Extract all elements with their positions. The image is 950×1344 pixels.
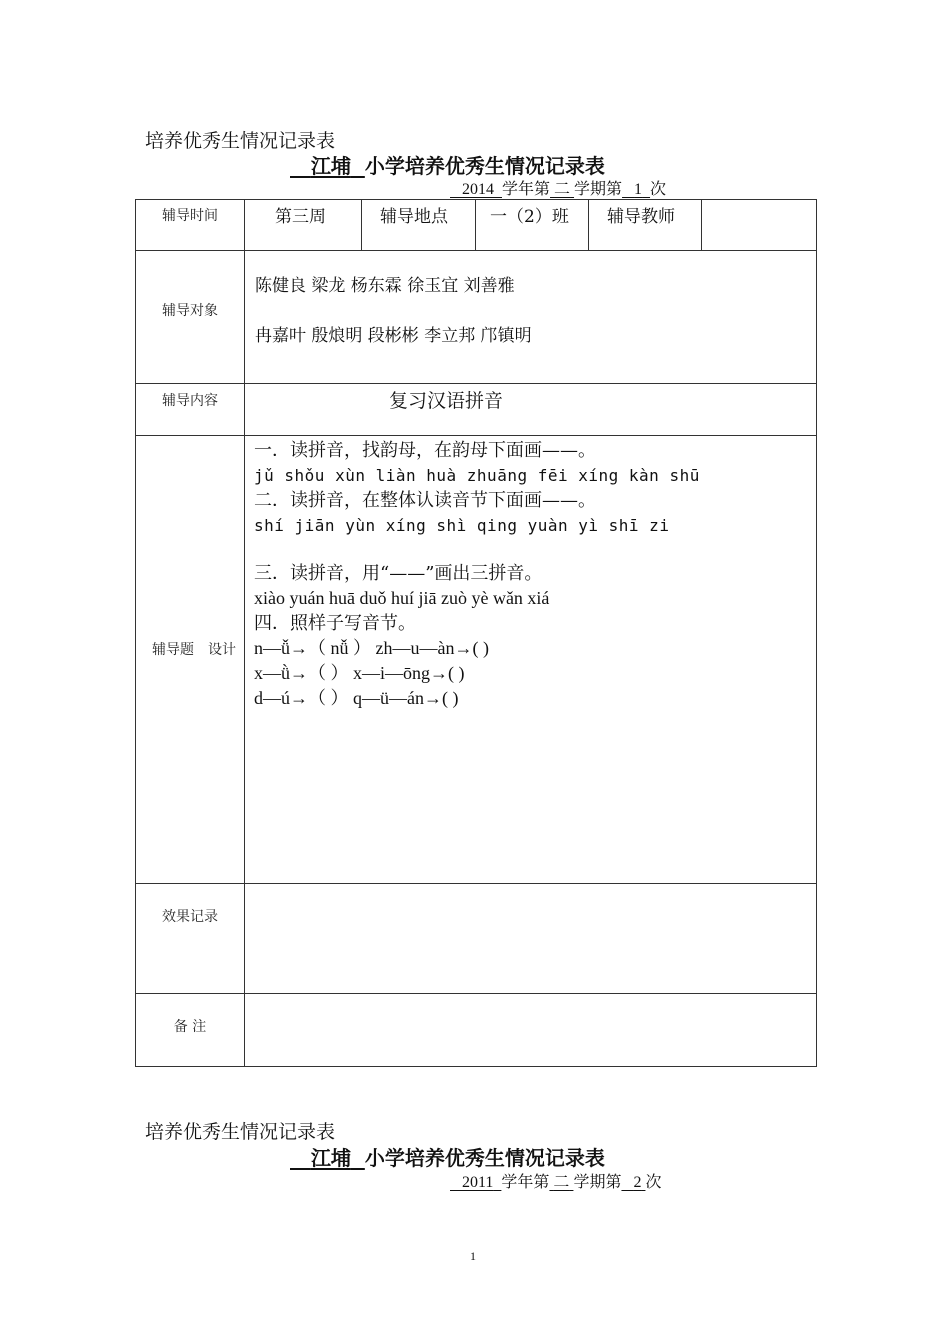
- design-line-3: 二．读拼音，在整体认读音节下面画——。: [254, 490, 596, 511]
- page2-year-field: 2011: [462, 1174, 494, 1191]
- time-value: 第三周: [245, 200, 362, 251]
- content-label: 辅导内容: [136, 384, 245, 436]
- term-field: 二: [554, 181, 571, 198]
- design-line-7: 四．照样子写音节。: [254, 613, 416, 634]
- design-line-1: 一．读拼音，找韵母，在韵母下面画——。: [254, 440, 596, 461]
- effect-label: 效果记录: [136, 884, 245, 994]
- count-field: 1: [634, 181, 643, 198]
- page2-term-info: [450, 1169, 661, 1192]
- table-row-effect: [136, 884, 817, 994]
- record-table: [135, 199, 817, 1067]
- page-heading: 培养优秀生情况记录表: [145, 130, 336, 152]
- page2-count-suffix: 次: [645, 1174, 662, 1191]
- effect-value: [245, 884, 817, 994]
- design-cell: [245, 436, 817, 884]
- page2-count-field: 2: [633, 1174, 642, 1191]
- design-line-2: jǔ shǒu xùn liàn huà zhuāng fēi xíng kàn shū: [254, 466, 700, 485]
- term-suffix: 学期第: [574, 181, 623, 198]
- table-row-target: [136, 251, 817, 384]
- place-label: 辅导地点: [362, 200, 476, 251]
- title-text: 小学培养优秀生情况记录表: [364, 154, 605, 178]
- page-number: 1: [470, 1249, 476, 1263]
- page2-form-title: [290, 1142, 605, 1171]
- teacher-label: 辅导教师: [589, 200, 702, 251]
- form-title: [290, 150, 605, 179]
- page2-heading: 培养优秀生情况记录表: [145, 1121, 336, 1143]
- page2-term-suffix: 学期第: [573, 1174, 622, 1191]
- design-label: 辅导题 设计: [136, 436, 245, 884]
- students-cell: [245, 251, 817, 384]
- target-label: 辅导对象: [136, 251, 245, 384]
- time-label: 辅导时间: [136, 200, 245, 251]
- design-line-6: xiào yuán huā duǒ huí jiā zuò yè wǎn xiá: [254, 588, 550, 608]
- school-name: 江埔: [310, 154, 351, 178]
- page2-year-suffix: 学年第: [501, 1174, 550, 1191]
- page2-term-field: 二: [553, 1174, 570, 1191]
- design-line-8: n—ǚ→（ nǚ ） zh—u—àn→( ): [254, 638, 489, 658]
- place-value: 一（2）班: [476, 200, 589, 251]
- content-value: 复习汉语拼音: [245, 384, 817, 436]
- year-suffix: 学年第: [502, 181, 551, 198]
- page2-school-name: 江埔: [310, 1146, 351, 1170]
- remark-label: 备 注: [136, 994, 245, 1067]
- table-row-content: [136, 384, 817, 436]
- term-info: [450, 176, 666, 199]
- design-line-9: x—ǜ→（ ） x—i—ōng→( ): [254, 663, 465, 683]
- students-line-1: 陈健良 梁龙 杨东霖 徐玉宜 刘善雅: [255, 276, 515, 296]
- students-line-2: 冉嘉叶 殷烺明 段彬彬 李立邦 邝镇明: [255, 326, 532, 346]
- design-line-4: shí jiān yùn xíng shì qing yuàn yì shī zi: [254, 516, 670, 535]
- remark-value: [245, 994, 817, 1067]
- table-row-remark: [136, 994, 817, 1067]
- year-field: 2014: [462, 181, 494, 198]
- table-row-design: [136, 436, 817, 884]
- table-row-time: [136, 200, 817, 251]
- count-suffix: 次: [650, 181, 667, 198]
- design-line-10: d—ú→（ ） q—ü—án→( ): [254, 688, 459, 708]
- design-line-5: 三．读拼音，用“——”画出三拼音。: [254, 563, 543, 584]
- teacher-value: [702, 200, 817, 251]
- page2-title-text: 小学培养优秀生情况记录表: [364, 1146, 605, 1170]
